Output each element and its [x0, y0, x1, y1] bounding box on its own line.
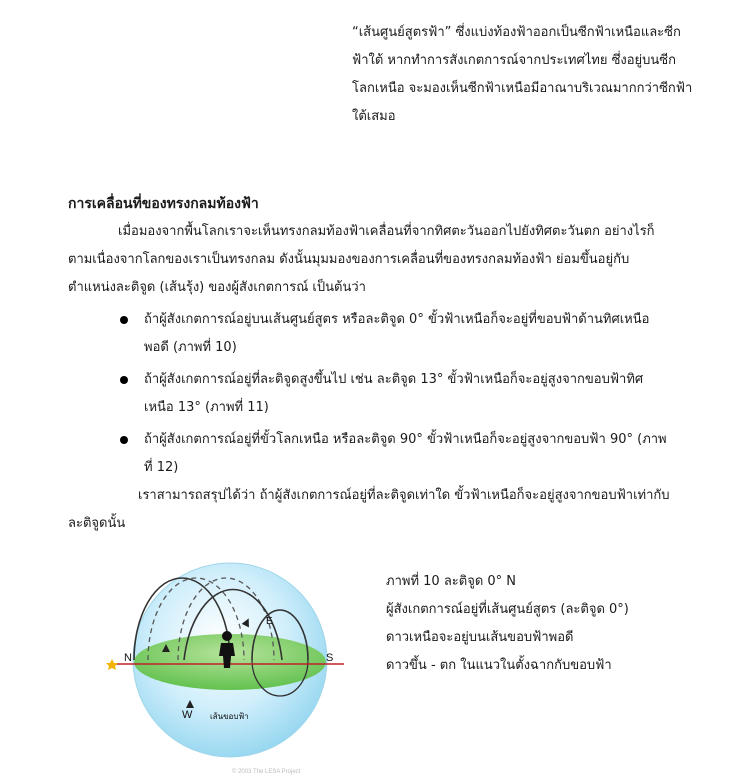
text-line: ตามเนื่องจากโลกของเราเป็นทรงกลม ดังนั้นมุมมองของการเคลื่อนที่ของทรงกลมท้องฟ้า ย่อมขึ้นอยู่กับ [68, 252, 630, 267]
text-line: “เส้นศูนย์สูตรฟ้า” ซึ่งแบ่งท้องฟ้าออกเป็นซีกฟ้าเหนือและซีก [352, 25, 681, 40]
caption-title: ภาพที่ 10 ละติจูด 0° N [386, 574, 517, 589]
text-line: ถ้าผู้สังเกตการณ์อยู่บนเส้นศูนย์สูตร หรือละติจูด 0° ขั้วฟ้าเหนือก็จะอยู่ที่ขอบฟ้าด้านทิศเหนือ [144, 312, 650, 327]
bullet-icon [120, 376, 128, 384]
text-line: ผู้สังเกตการณ์อยู่ที่เส้นศูนย์สูตร (ละติจูด 0°) [386, 602, 629, 617]
text-line: ถ้าผู้สังเกตการณ์อยู่ที่ขั้วโลกเหนือ หรือละติจูด 90° ขั้วฟ้าเหนือก็จะอยู่สูงจากขอบฟ้า 90° (ภาพ [144, 432, 667, 447]
bullet-icon [120, 316, 128, 324]
copyright-watermark: © 2003 The LESA Project [232, 769, 301, 775]
intro-paragraph [68, 218, 655, 302]
text-line: ฟ้าใต้ หากทำการสังเกตการณ์จากประเทศไทย ซึ่งอยู่บนซีก [352, 53, 676, 68]
text-line: เราสามารถสรุปได้ว่า ถ้าผู้สังเกตการณ์อยู่ที่ละติจูดเท่าใด ขั้วฟ้าเหนือก็จะอยู่สูงจากขอบฟ้าเท่ากับ [138, 488, 670, 503]
text-line: ตำแหน่งละติจูด (เส้นรุ้ง) ของผู้สังเกตการณ์ เป็นต้นว่า [68, 280, 366, 295]
top-paragraph [352, 19, 692, 131]
text-line: ละติจูดนั้น [68, 516, 126, 531]
star-icon [106, 659, 118, 670]
text-line: เมื่อมองจากพื้นโลกเราจะเห็นทรงกลมท้องฟ้าเคลื่อนที่จากทิศตะวันออกไปยังทิศตะวันตก อย่างไรก็ [118, 224, 655, 239]
conclusion-paragraph [68, 482, 670, 538]
list-item [118, 366, 667, 422]
text-line: ดาวขึ้น - ตก ในแนวในตั้งฉากกับขอบฟ้า [386, 658, 612, 673]
text-line: ใต้เสมอ [352, 109, 396, 124]
bullet-list [118, 306, 667, 486]
celestial-sphere-diagram [104, 560, 354, 775]
label-west: W [182, 709, 193, 721]
list-item [118, 306, 667, 362]
figure-caption [386, 568, 629, 680]
list-item [118, 426, 667, 482]
text-line: เหนือ 13° (ภาพที่ 11) [144, 400, 269, 415]
horizon-label: เส้นขอบฟ้า [210, 712, 249, 721]
label-east: E [266, 616, 273, 627]
text-line: ดาวเหนือจะอยู่บนเส้นขอบฟ้าพอดี [386, 630, 574, 645]
label-south: S [326, 652, 334, 664]
section-heading: การเคลื่อนที่ของทรงกลมท้องฟ้า [68, 196, 259, 212]
text-line: พอดี (ภาพที่ 10) [144, 340, 237, 355]
text-line: โลกเหนือ จะมองเห็นซีกฟ้าเหนือมีอาณาบริเวณมากกว่าซีกฟ้า [352, 81, 693, 96]
text-line: ที่ 12) [144, 460, 179, 475]
observer-head [222, 631, 232, 641]
bullet-icon [120, 436, 128, 444]
celestial-sphere-figure [104, 560, 354, 775]
label-north: N [124, 652, 132, 664]
text-line: ถ้าผู้สังเกตการณ์อยู่ที่ละติจูดสูงขึ้นไป เช่น ละติจูด 13° ขั้วฟ้าเหนือก็จะอยู่สูงจากขอบฟ้าทิศ [144, 372, 644, 387]
